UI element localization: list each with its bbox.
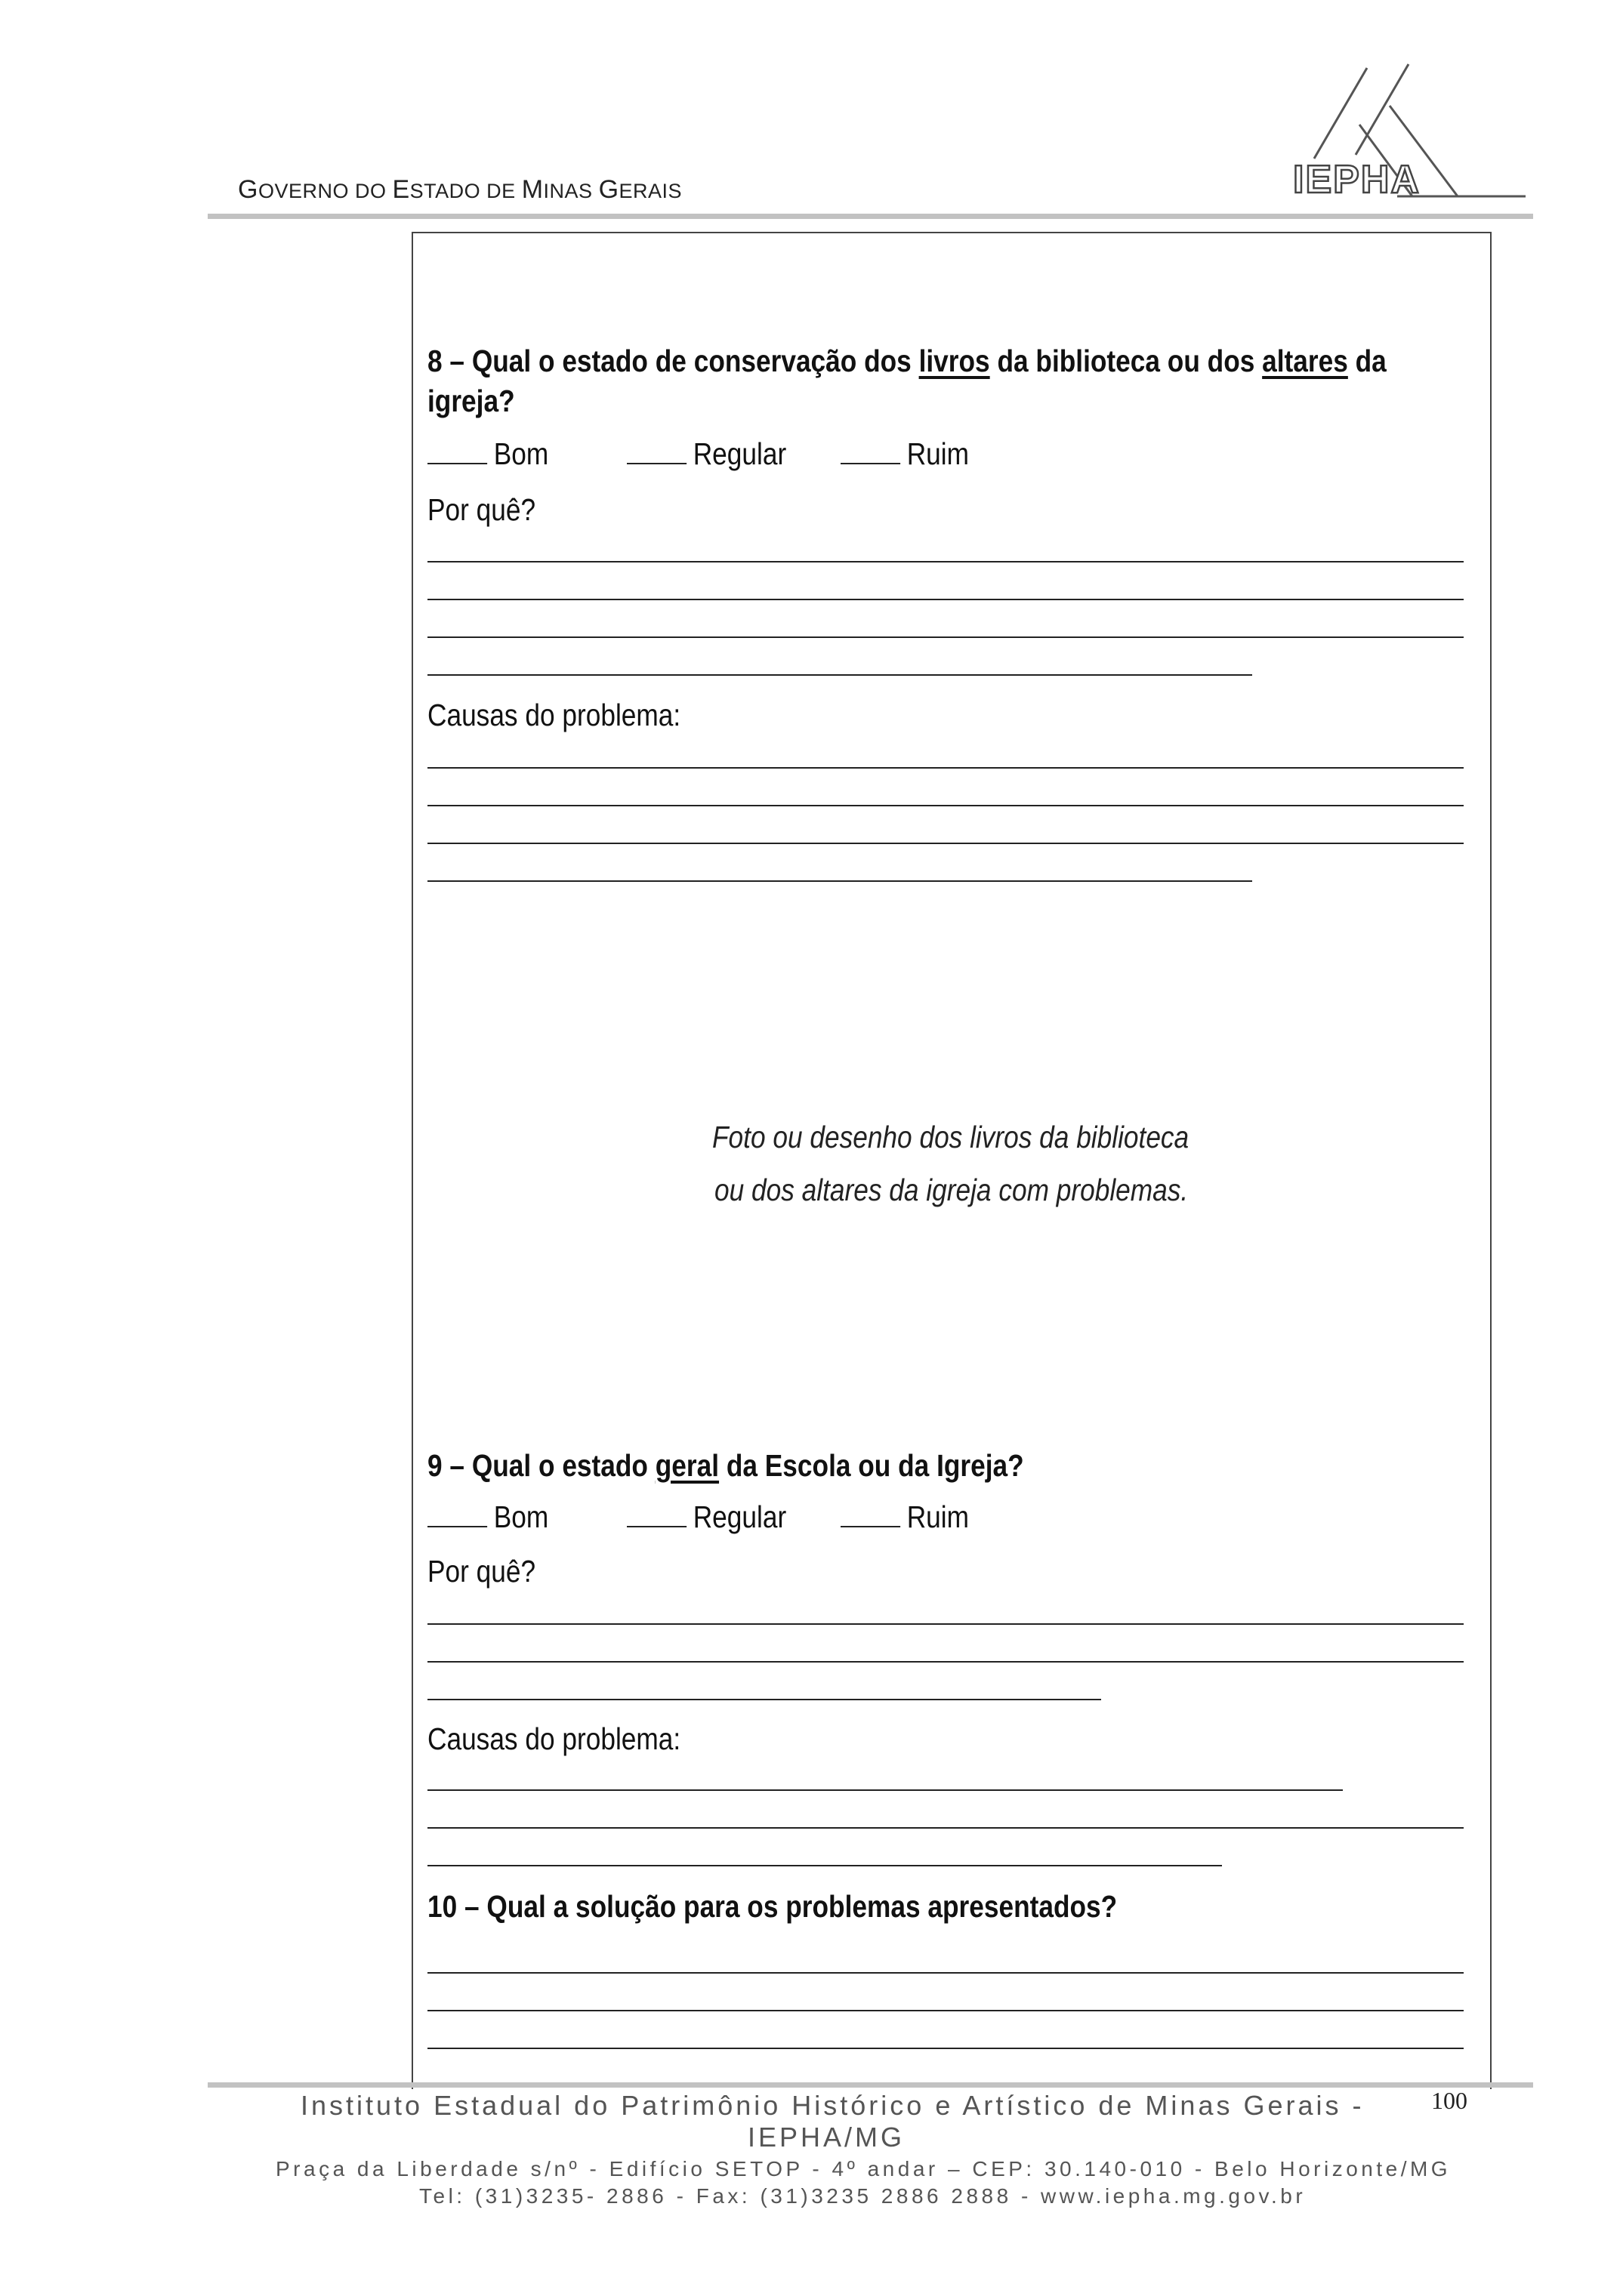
footer-rule [208, 2082, 1533, 2088]
q9-option-regular[interactable]: Regular [627, 1499, 786, 1535]
q9-why-line[interactable] [427, 1623, 1464, 1625]
q10-answer-line[interactable] [427, 2010, 1464, 2011]
q9-why-label: Por quê? [427, 1554, 536, 1589]
q9-causes-label: Causas do problema: [427, 1721, 681, 1756]
page-number: 100 [1431, 2087, 1467, 2114]
q8-why-line[interactable] [427, 674, 1252, 676]
footer-institute-line1: Instituto Estadual do Patrimônio Histórico e Artístico de Minas Gerais - [301, 2090, 1365, 2121]
q8-title-line2: igreja? [427, 384, 515, 418]
q8-causes-label: Causas do problema: [427, 698, 681, 732]
header-title: GOVERNO DO ESTADO DE MINAS GERAIS [238, 175, 683, 204]
q10-answer-line[interactable] [427, 2048, 1464, 2049]
footer-address: Praça da Liberdade s/nº - Edifício SETOP - 4º andar – CEP: 30.140-010 - Belo Horizonte/MG [276, 2157, 1452, 2180]
iepha-logo [1284, 60, 1533, 204]
q8-causes-line[interactable] [427, 880, 1252, 882]
q8-option-ruim[interactable]: Ruim [841, 436, 969, 472]
svg-text:IEPHA: IEPHA [1293, 158, 1421, 202]
q9-why-line[interactable] [427, 1699, 1101, 1700]
footer-contact: Tel: (31)3235- 2886 - Fax: (31)3235 2886 2888 - www.iepha.mg.gov.br [419, 2184, 1307, 2208]
q8-option-bom[interactable]: Bom [427, 436, 548, 472]
q8-why-label: Por quê? [427, 492, 536, 527]
q9-why-line[interactable] [427, 1661, 1464, 1663]
q8-option-regular[interactable]: Regular [627, 436, 786, 472]
q10-answer-line[interactable] [427, 1972, 1464, 1974]
q8-causes-line[interactable] [427, 843, 1464, 844]
photo-caption-line2: ou dos altares da igreja com problemas. [714, 1173, 1189, 1207]
q9-option-ruim[interactable]: Ruim [841, 1499, 969, 1535]
footer-institute-line2: IEPHA/MG [748, 2122, 906, 2153]
photo-caption-line1: Foto ou desenho dos livros da biblioteca [712, 1120, 1189, 1154]
q9-option-bom[interactable]: Bom [427, 1499, 548, 1535]
q8-title-line1: 8 – Qual o estado de conservação dos livros da biblioteca ou dos altares da [427, 344, 1387, 378]
q9-causes-line[interactable] [427, 1865, 1222, 1866]
q9-causes-line[interactable] [427, 1827, 1464, 1829]
q8-why-line[interactable] [427, 561, 1464, 562]
q8-causes-line[interactable] [427, 805, 1464, 806]
q10-title: 10 – Qual a solução para os problemas apresentados? [427, 1889, 1118, 1924]
header-rule [208, 214, 1533, 219]
q8-why-line[interactable] [427, 599, 1464, 600]
q9-causes-line[interactable] [427, 1789, 1343, 1791]
q8-causes-line[interactable] [427, 767, 1464, 769]
content-frame [412, 232, 1492, 2089]
q8-why-line[interactable] [427, 636, 1464, 638]
q9-title: 9 – Qual o estado geral da Escola ou da Igreja? [427, 1448, 1024, 1483]
